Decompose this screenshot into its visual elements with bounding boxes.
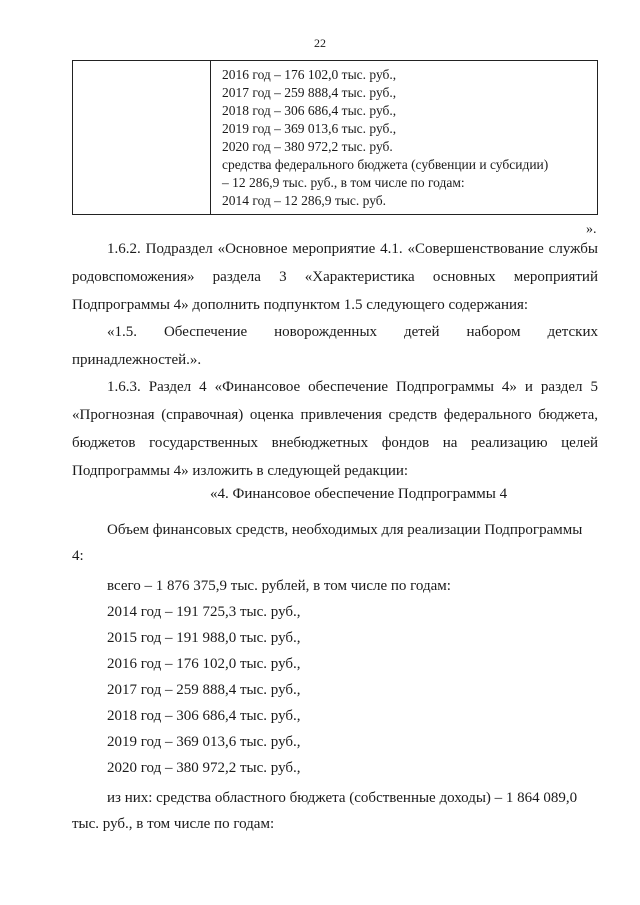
funding-year-line: 2020 год – 380 972,2 тыс. руб., [107,760,301,776]
table-line: 2014 год – 12 286,9 тыс. руб. [222,193,387,208]
volume-text-cont: 4: [72,548,84,564]
regional-funding: из них: средства областного бюджета (собственные доходы) – 1 864 089,0 [107,790,578,806]
funding-year-line: 2014 год – 191 725,3 тыс. руб., [107,604,301,620]
volume-text: Объем финансовых средств, необходимых для реализации Подпрограммы [107,522,583,538]
table-line: 2017 год – 259 888,4 тыс. руб., [222,85,397,100]
paragraph-1-6-3: 1.6.3. Раздел 4 «Финансовое обеспечение Подпрограммы 4» и раздел 5 «Прогнозная (справочная) оценка привлечения средств федерального бюджета, бюджетов государственных внебюджетных фондов на реализацию целей Подпрограммы 4» изложить в следующей редакции: [72,379,598,479]
funding-total: всего – 1 876 375,9 тыс. рублей, в том числе по годам: [107,578,451,594]
funding-year-line: 2019 год – 369 013,6 тыс. руб., [107,734,301,750]
table-column-divider [210,61,211,214]
table-right-cell [222,66,592,210]
funding-year-line: 2017 год – 259 888,4 тыс. руб., [107,682,301,698]
funding-year-line: 2018 год – 306 686,4 тыс. руб., [107,708,301,724]
table-line: 2018 год – 306 686,4 тыс. руб., [222,103,397,118]
paragraph-1-6-2: 1.6.2. Подраздел «Основное мероприятие 4.1. «Совершенствование службы родовспоможения» раздела 3 «Характеристика основных мероприятий Подпрограммы 4» дополнить подпунктом 1.5 следующего содержания: [72,241,598,313]
table-line: 2016 год – 176 102,0 тыс. руб., [222,67,397,82]
closing-quote: ». [586,222,597,237]
funding-table [72,60,598,215]
table-line: 2020 год – 380 972,2 тыс. руб. [222,139,393,154]
table-line: 2019 год – 369 013,6 тыс. руб., [222,121,397,136]
table-line: средства федерального бюджета (субвенции и субсидии) [222,157,549,172]
table-line: – 12 286,9 тыс. руб., в том числе по годам: [222,175,465,190]
regional-funding-cont: тыс. руб., в том числе по годам: [72,816,275,832]
funding-year-line: 2016 год – 176 102,0 тыс. руб., [107,656,301,672]
page-number: 22 [314,36,326,50]
section-title: «4. Финансовое обеспечение Подпрограммы 4 [210,486,508,502]
funding-year-line: 2015 год – 191 988,0 тыс. руб., [107,630,301,646]
paragraph-1-5: «1.5. Обеспечение новорожденных детей набором детских принадлежностей.». [72,324,598,368]
